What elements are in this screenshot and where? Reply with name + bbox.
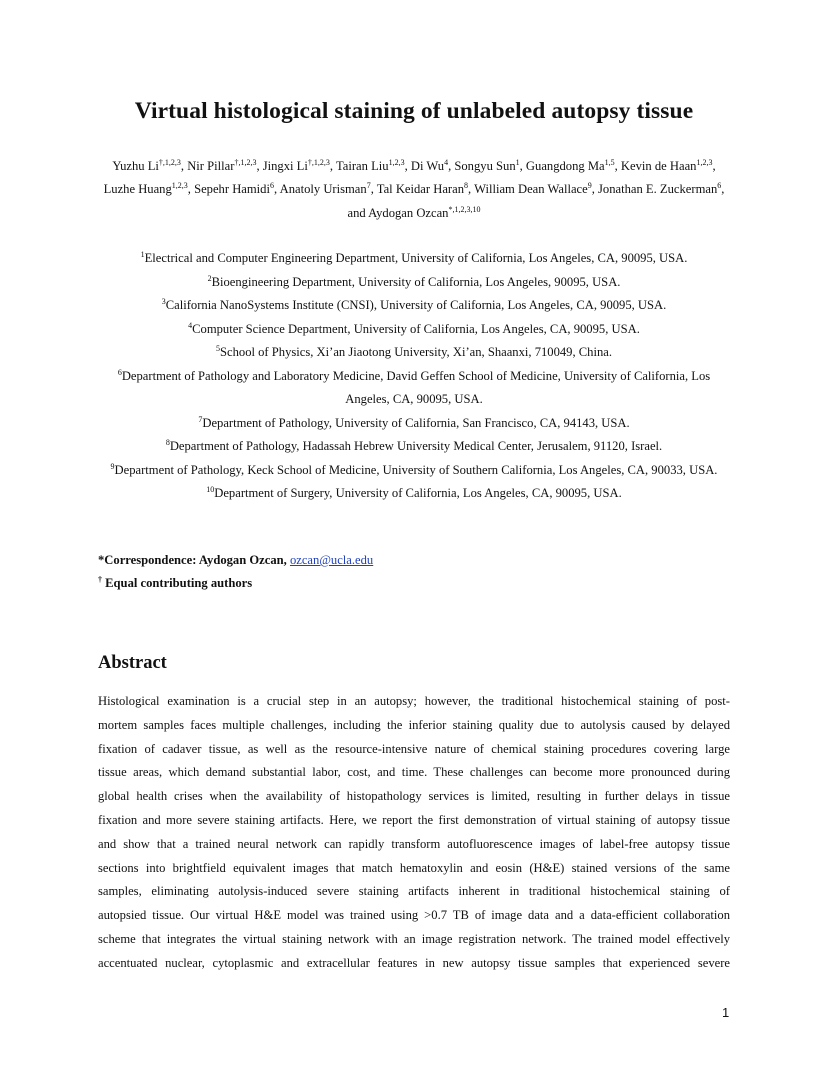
author-affiliation-marks: 6 [717,181,722,191]
author-separator: , [256,159,263,173]
affiliation-text: School of Physics, Xi’an Jiaotong University, Xi’an, Shaanxi, 710049, China. [220,345,612,359]
author-name: Jonathan E. Zuckerman [598,182,718,197]
affiliation-item [98,412,730,436]
affiliation-item [98,341,730,365]
author-separator: , [448,159,455,173]
affiliation-item [98,482,730,506]
author-separator: , [591,182,599,197]
author-separator: , [712,159,716,173]
affiliation-item [98,294,730,318]
correspondence-line [98,549,373,572]
affiliation-item [98,318,730,342]
paper-title: Virtual histological staining of unlabeled autopsy tissue [134,98,694,124]
affiliation-number: 3 [161,296,166,306]
author-affiliation-marks: 4 [444,157,449,167]
equal-contribution-text: Equal contributing authors [105,576,253,590]
abstract-line: sections into brightfield equivalent images that match hematoxylin and eosin (H&E) stained versions of the same [98,860,730,875]
author-list [98,155,730,225]
author-separator: , [370,182,377,197]
affiliation-item [98,365,730,412]
author-affiliation-marks: 9 [587,181,592,191]
abstract-line: fixation of cadaver tissue, as well as the resource-intensive nature of chemical staining procedures covering large [98,741,730,756]
author-affiliation-marks: 7 [366,181,371,191]
affiliation-text: Department of Surgery, University of California, Los Angeles, CA, 90095, USA. [214,486,622,500]
author-affiliation-marks: 8 [464,181,468,191]
affiliation-text: Department of Pathology, University of California, San Francisco, CA, 94143, USA. [202,415,630,430]
affiliation-item [98,271,730,295]
author-separator: , [404,159,411,173]
author-name: Jingxi Li [262,159,308,173]
affiliation-number: 6 [117,367,122,377]
author-name: Luzhe Huang [103,182,172,197]
equal-contribution-note [98,572,373,595]
abstract-line: fixation and more severe staining artifacts. Here, we report the first demonstration of virtual staining of autopsy tissue [98,812,730,827]
author-name: Nir Pillar [187,159,235,173]
author-affiliation-marks: 1,2,3 [696,157,713,167]
affiliation-text: Electrical and Computer Engineering Department, University of California, Los Angeles, CA, 90095, USA. [144,251,688,265]
abstract-body [98,690,730,976]
affiliation-item [98,435,730,459]
author-affiliation-marks: 1,2,3 [171,181,188,191]
author-separator: , [329,159,336,173]
author-name: Sepehr Hamidi [194,182,270,197]
affiliation-list [98,247,730,506]
author-affiliation-marks: †,1,2,3 [158,157,181,167]
affiliation-text: Computer Science Department, University of California, Los Angeles, CA, 90095, USA. [192,321,640,336]
affiliation-number: 10 [206,484,215,494]
affiliation-text: Department of Pathology and Laboratory Medicine, David Geffen School of Medicine, University of California, Los Angeles, CA, 90095, USA. [121,368,711,406]
author-name: Aydogan Ozcan [368,205,449,220]
dagger-mark: † [98,574,102,584]
author-affiliation-marks: 1 [515,157,520,167]
author-name: Tal Keidar Haran [376,182,464,197]
affiliation-number: 2 [207,273,212,283]
abstract-line: autopsied tissue. Our virtual H&E model was trained using >0.7 TB of image data and a data-efficient collaboration [98,908,730,923]
affiliation-text: Department of Pathology, Keck School of Medicine, University of Southern California, Los Angeles, CA, 90033, USA. [114,462,718,477]
affiliation-item [98,459,730,483]
author-affiliation-marks: *,1,2,3,10 [448,204,481,214]
affiliation-text: Bioengineering Department, University of California, Los Angeles, 90095, USA. [211,274,621,289]
author-name: Anatoly Urisman [279,182,367,197]
author-name: Tairan Liu [335,159,389,173]
affiliation-number: 8 [165,437,170,447]
abstract-line: tissue areas, which demand substantial labor, cost, and time. These challenges can become more pronounced during [98,765,730,780]
affiliation-item [98,247,730,271]
author-name: Guangdong Ma [525,159,605,173]
abstract-heading: Abstract [98,653,167,673]
affiliation-text: Department of Pathology, Hadassah Hebrew University Medical Center, Jerusalem, 91120, Israel. [169,439,663,453]
author-name: William Dean Wallace [474,182,588,197]
abstract-line: Histological examination is a crucial step in an autopsy; however, the traditional histochemical staining of post- [98,694,730,708]
abstract-line: and show that a trained neural network can rapidly transform autofluorescence images of label-free autopsy tissue [98,836,730,851]
correspondence-block [98,549,373,595]
page-number: 1 [722,1005,730,1020]
affiliation-number: 9 [110,461,115,471]
abstract-line: samples, eliminating autolysis-induced severe staining artifacts inherent in traditional histochemical staining of [98,884,730,899]
author-affiliation-marks: †,1,2,3 [307,157,330,167]
affiliation-text: California NanoSystems Institute (CNSI), University of California, Los Angeles, CA, 90095, USA. [165,298,667,312]
author-separator: , [614,159,621,173]
author-separator: , [180,159,188,173]
author-name: Kevin de Haan [620,159,697,173]
author-affiliation-marks: 1,2,3 [388,157,405,167]
abstract-line: global health crises when the availability of histopathology services is limited, resulting in further delays in tissue [98,789,730,804]
author-affiliation-marks: †,1,2,3 [234,157,257,167]
abstract-line: accentuated nuclear, cytoplasmic and extracellular features in new autopsy tissue samples that experienced severe [98,955,730,970]
author-name: Yuzhu Li [112,159,159,173]
author-separator: , [468,182,475,197]
affiliation-number: 4 [188,320,193,330]
author-name: Songyu Sun [454,159,516,173]
affiliation-number: 5 [216,343,220,353]
correspondence-label: *Correspondence: Aydogan Ozcan, [98,553,287,567]
email-link[interactable]: ozcan@ucla.edu [289,553,374,567]
author-name: Di Wu [410,159,445,173]
author-separator: , [187,182,195,197]
abstract-line: mortem samples faces multiple challenges, including the inferior staining quality due to autolysis caused by delayed [98,717,730,732]
author-affiliation-marks: 6 [269,181,274,191]
abstract-line: scheme that integrates the virtual staining network with an image registration network. The trained model effectively [98,931,730,946]
affiliation-number: 7 [198,414,203,424]
affiliation-number: 1 [140,249,145,259]
author-affiliation-marks: 1,5 [604,157,615,167]
author-separator: , [273,182,280,197]
author-separator: , [519,159,526,173]
author-separator: , and [347,182,725,220]
